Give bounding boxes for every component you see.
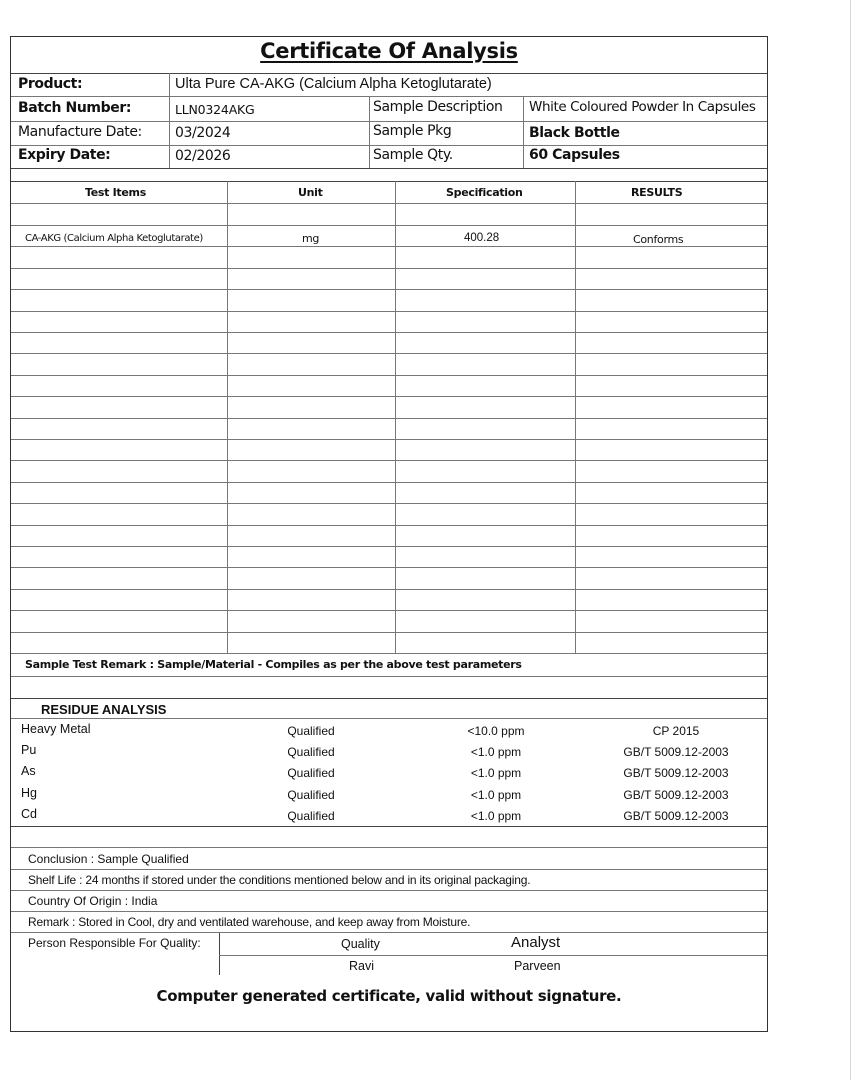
grid-row-rule: [11, 503, 767, 504]
header-bottom-rule: [11, 168, 767, 169]
result-cell: Conforms: [633, 233, 684, 246]
batch-value: LLN0324AKG: [175, 102, 255, 117]
grid-row-rule: [11, 311, 767, 312]
unit-cell: mg: [302, 232, 320, 245]
residue-status: Qualified: [287, 724, 335, 738]
header-rule: [11, 121, 767, 122]
certificate-title: Certificate Of Analysis: [260, 39, 518, 63]
product-value: Ulta Pure CA-AKG (Calcium Alpha Ketoglutarate): [175, 76, 492, 92]
grid-row-rule: [11, 181, 767, 182]
residue-limit: <1.0 ppm: [470, 809, 522, 823]
analyst-label: Analyst: [511, 934, 561, 951]
grid-row-rule: [11, 268, 767, 269]
residue-name: As: [21, 764, 36, 778]
grid-row-rule: [11, 610, 767, 611]
conclusion-text: Conclusion : Sample Qualified: [28, 852, 189, 866]
residue-name: Heavy Metal: [21, 722, 91, 736]
grid-row-rule: [11, 525, 767, 526]
storage-remark: Remark : Stored in Cool, dry and ventilated warehouse, and keep away from Moisture.: [28, 915, 471, 929]
header-rule: [11, 145, 767, 146]
residue-top-rule: [11, 698, 767, 699]
conclusion-rule: [11, 932, 767, 933]
residue-name: Cd: [21, 807, 37, 821]
residue-method: CP 2015: [652, 724, 700, 738]
residue-method: GB/T 5009.12-2003: [623, 809, 729, 823]
residue-analysis-title: RESIDUE ANALYSIS: [41, 702, 167, 717]
residue-bottom-rule: [11, 826, 767, 827]
grid-row-rule: [11, 653, 767, 654]
grid-row-rule: [11, 203, 767, 204]
grid-col-rule: [395, 181, 396, 653]
test-items-header: Test Items: [85, 186, 146, 199]
residue-status: Qualified: [287, 809, 335, 823]
grid-row-rule: [11, 546, 767, 547]
mfg-date-label: Manufacture Date:: [18, 124, 142, 140]
quality-person-name: Ravi: [349, 959, 375, 973]
header-col-divider: [369, 96, 370, 168]
quality-label: Quality: [341, 937, 380, 951]
mfg-date-value: 03/2024: [175, 125, 231, 141]
grid-row-rule: [11, 632, 767, 633]
residue-status: Qualified: [287, 788, 335, 802]
sample-pkg-label: Sample Pkg: [373, 123, 452, 139]
header-col-divider: [169, 73, 170, 168]
grid-row-rule: [11, 396, 767, 397]
grid-row-rule: [11, 332, 767, 333]
residue-limit: <1.0 ppm: [470, 766, 522, 780]
grid-row-rule: [11, 225, 767, 226]
conclusion-rule: [11, 869, 767, 870]
grid-row-rule: [11, 353, 767, 354]
grid-row-rule: [11, 246, 767, 247]
sample-desc-value: White Coloured Powder In Capsules: [529, 99, 756, 115]
header-top-rule: [11, 73, 767, 74]
header-col-divider: [523, 96, 524, 168]
grid-row-rule: [11, 289, 767, 290]
header-rule: [11, 96, 767, 97]
specification-cell: 400.28: [464, 232, 500, 244]
sample-qty-value: 60 Capsules: [529, 147, 620, 163]
expiry-date-label: Expiry Date:: [18, 147, 111, 163]
certificate-frame: [10, 36, 768, 1032]
conclusion-rule: [11, 911, 767, 912]
signature-divider: [219, 933, 220, 975]
responsible-label: Person Responsible For Quality:: [28, 936, 201, 950]
grid-row-rule: [11, 567, 767, 568]
grid-row-rule: [11, 375, 767, 376]
shelf-life-text: Shelf Life : 24 months if stored under the conditions mentioned below and in its original packaging.: [28, 873, 531, 887]
footer-note: Computer generated certificate, valid without signature.: [156, 987, 622, 1005]
conclusion-rule: [11, 847, 767, 848]
grid-col-rule: [227, 181, 228, 653]
residue-limit: <1.0 ppm: [470, 745, 522, 759]
test-item-cell: CA-AKG (Calcium Alpha Ketoglutarate): [25, 233, 203, 244]
country-of-origin: Country Of Origin : India: [28, 894, 158, 908]
residue-limit: <10.0 ppm: [467, 724, 525, 738]
specification-header: Specification: [446, 186, 523, 199]
residue-status: Qualified: [287, 745, 335, 759]
grid-row-rule: [11, 589, 767, 590]
results-header: RESULTS: [631, 186, 683, 199]
conclusion-rule: [11, 890, 767, 891]
sample-pkg-value: Black Bottle: [529, 125, 620, 141]
batch-label: Batch Number:: [18, 100, 132, 116]
grid-row-rule: [11, 482, 767, 483]
residue-name: Pu: [21, 743, 37, 757]
grid-col-rule: [575, 181, 576, 653]
grid-row-rule: [11, 460, 767, 461]
page-edge-divider: [850, 0, 851, 1080]
residue-method: GB/T 5009.12-2003: [623, 766, 729, 780]
grid-row-rule: [11, 418, 767, 419]
residue-limit: <1.0 ppm: [470, 788, 522, 802]
signature-rule: [219, 955, 767, 956]
residue-method: GB/T 5009.12-2003: [623, 788, 729, 802]
unit-header: Unit: [298, 186, 323, 199]
residue-name: Hg: [21, 786, 37, 800]
sample-test-remark: Sample Test Remark : Sample/Material - Compiles as per the above test parameters: [25, 658, 522, 671]
expiry-date-value: 02/2026: [175, 148, 231, 164]
product-label: Product:: [18, 76, 83, 92]
grid-row-rule: [11, 439, 767, 440]
analyst-person-name: Parveen: [514, 959, 561, 973]
residue-status: Qualified: [287, 766, 335, 780]
sample-desc-label: Sample Description: [373, 99, 503, 115]
residue-method: GB/T 5009.12-2003: [623, 745, 729, 759]
sample-qty-label: Sample Qty.: [373, 147, 453, 163]
remark-rule: [11, 676, 767, 677]
residue-rule: [11, 718, 767, 719]
